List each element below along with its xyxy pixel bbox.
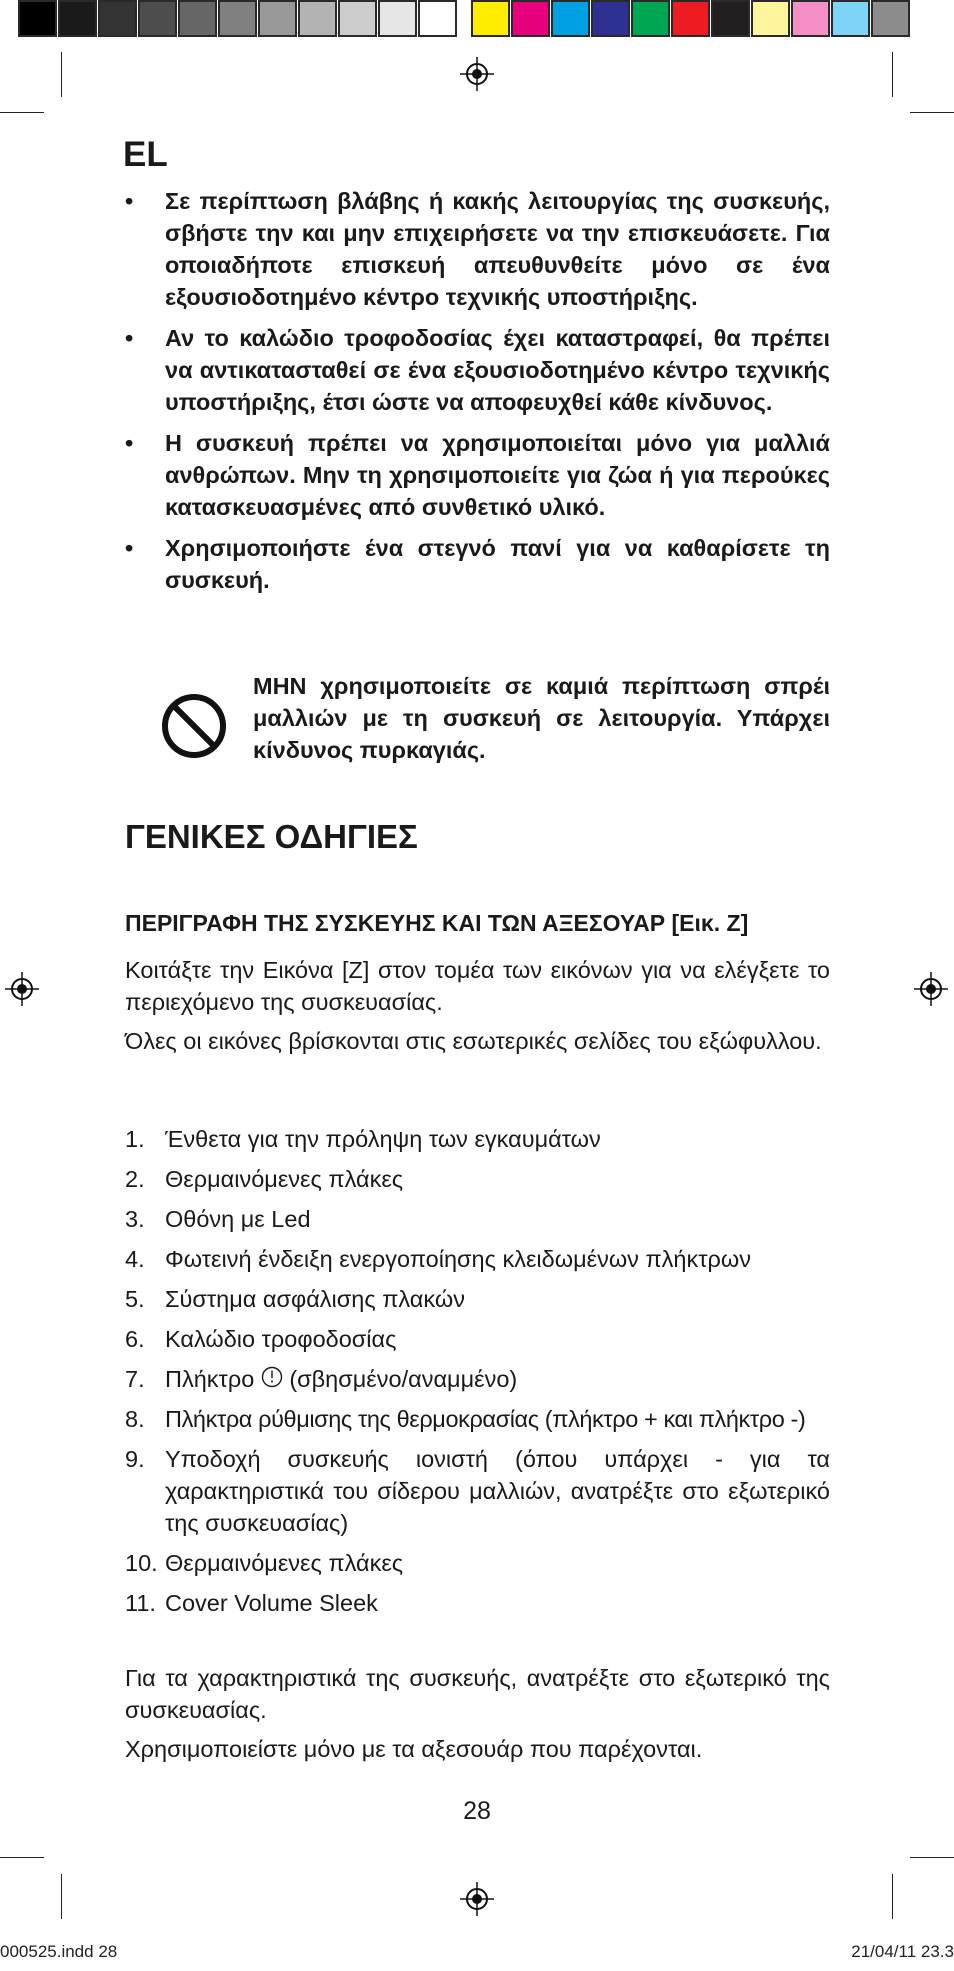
color-swatch (551, 0, 590, 37)
registration-mark-icon (460, 57, 494, 91)
bullet-text: Χρησιμοποιήστε ένα στεγνό πανί για να καθαρίσετε τη συσκευή. (165, 535, 830, 593)
parts-list (125, 1123, 830, 1627)
crop-mark (61, 52, 62, 97)
color-swatch (511, 0, 550, 37)
item-text: Ένθετα για την πρόληψη των εγκαυμάτων (165, 1126, 601, 1152)
item-text: Θερμαινόμενες πλάκες (165, 1550, 404, 1576)
crop-mark (910, 1857, 954, 1858)
color-swatch (98, 0, 137, 37)
crop-mark (892, 1874, 893, 1919)
bullet-icon: • (125, 430, 134, 456)
bullet-text: Η συσκευή πρέπει να χρησιμοποιείται μόνο για μαλλιά ανθρώπων. Μην τη χρησιμοποιείτε για ζώα ή για περούκες κατασκευασμένες από συνθετικό υλικό. (165, 430, 830, 520)
crop-mark (61, 1874, 62, 1919)
language-label: EL (123, 135, 168, 174)
item-number: 5. (125, 1286, 145, 1312)
item-text: Πλήκτρα ρύθμισης της θερμοκρασίας (πλήκτρο + και πλήκτρο -) (165, 1406, 806, 1432)
color-swatch (791, 0, 830, 37)
crop-mark (892, 52, 893, 97)
closing-paragraph: Χρησιμοποιείστε μόνο με τα αξεσουάρ που παρέχονται. (125, 1736, 703, 1762)
footer-timestamp: 21/04/11 23.3 (851, 1942, 954, 1961)
color-swatch (671, 0, 710, 37)
item-number: 4. (125, 1246, 145, 1272)
color-swatch (631, 0, 670, 37)
safety-bullet-list (125, 185, 830, 605)
item-text: Cover Volume Sleek (165, 1590, 378, 1616)
color-swatch (138, 0, 177, 37)
list-item (125, 185, 830, 313)
bullet-icon: • (125, 325, 134, 351)
color-swatch (298, 0, 337, 37)
description-paragraph: Όλες οι εικόνες βρίσκονται στις εσωτερικές σελίδες του εξώφυλλου. (125, 1028, 822, 1054)
list-item (125, 1323, 830, 1355)
closing-paragraph: Για τα χαρακτηριστικά της συσκευής, ανατρέξτε στο εξωτερικό της συσκευασίας. (125, 1665, 830, 1723)
item-number: 8. (125, 1406, 145, 1432)
registration-mark-icon (5, 972, 39, 1006)
list-item (125, 1243, 830, 1275)
color-swatch (378, 0, 417, 37)
warning-text: ΜΗΝ χρησιμοποιείτε σε καμιά περίπτωση σπρέι μαλλιών με τη συσκευή σε λειτουργία. Υπάρχει κίνδυνος πυρκαγιάς. (253, 673, 830, 763)
crop-mark (910, 112, 954, 113)
item-number: 9. (125, 1446, 145, 1472)
list-item (125, 1587, 830, 1619)
item-text: Οθόνη με Led (165, 1206, 311, 1232)
color-swatch (338, 0, 377, 37)
color-swatch (831, 0, 870, 37)
color-swatch (471, 0, 510, 37)
item-text: Θερμαινόμενες πλάκες (165, 1166, 404, 1192)
item-text: Σύστημα ασφάλισης πλακών (165, 1286, 465, 1312)
color-swatch (418, 0, 457, 37)
item-text: (σβησμένο/αναμμένο) (289, 1366, 518, 1392)
item-text: Φωτεινή ένδειξη ενεργοποίησης κλειδωμένων πλήκτρων (165, 1246, 751, 1272)
power-icon (261, 1366, 283, 1388)
color-swatch (178, 0, 217, 37)
item-text: Πλήκτρο (165, 1366, 255, 1392)
prohibition-icon (160, 692, 228, 760)
description-paragraph: Κοιτάξτε την Εικόνα [Ζ] στον τομέα των εικόνων για να ελέγξετε το περιεχόμενο της συσκευασίας. (125, 957, 830, 1015)
footer-file-name: 000525.indd 28 (0, 1942, 118, 1961)
list-item (125, 427, 830, 523)
list-item (125, 532, 830, 596)
color-swatch (711, 0, 750, 37)
subsection-heading: ΠΕΡΙΓΡΑΦΗ ΤΗΣ ΣΥΣΚΕΥΗΣ ΚΑΙ ΤΩΝ ΑΞΕΣΟΥΑΡ [Εικ. Ζ] (125, 910, 749, 936)
registration-mark-icon (914, 972, 948, 1006)
list-item (125, 1283, 830, 1315)
color-swatch (218, 0, 257, 37)
list-item (125, 1163, 830, 1195)
list-item (125, 322, 830, 418)
bullet-text: Αν το καλώδιο τροφοδοσίας έχει καταστραφεί, θα πρέπει να αντικατασταθεί σε ένα εξουσιοδοτημένο κέντρο τεχνικής υποστήριξης, έτσι ώστε να αποφευχθεί κάθε κίνδυνος. (165, 325, 830, 415)
item-number: 3. (125, 1206, 145, 1232)
item-number: 6. (125, 1326, 145, 1352)
color-swatch (751, 0, 790, 37)
color-calibration-bar (18, 0, 911, 43)
item-text: Υποδοχή συσκευής ιονιστή (όπου υπάρχει - για τα χαρακτηριστικά του σίδερου μαλλιών, ανατρέξτε στο εξωτερικό της συσκευασίας) (165, 1446, 830, 1536)
item-number: 1. (125, 1126, 145, 1152)
color-swatch (591, 0, 630, 37)
color-swatch (58, 0, 97, 37)
bullet-text: Σε περίπτωση βλάβης ή κακής λειτουργίας της συσκευής, σβήστε την και μην επιχειρήσετε να την επισκευάσετε. Για οποιαδήποτε επισκευή απευθυνθείτε μόνο σε ένα εξουσιοδοτημένο κέντρο τεχνικής υποστήριξης. (165, 188, 830, 310)
color-swatch (871, 0, 910, 37)
list-item (125, 1403, 830, 1435)
crop-mark (0, 1857, 44, 1858)
color-swatch (18, 0, 57, 37)
item-number: 7. (125, 1366, 145, 1392)
list-item (125, 1203, 830, 1235)
registration-mark-icon (460, 1882, 494, 1916)
crop-mark (0, 112, 44, 113)
list-item (125, 1363, 830, 1395)
warning-block (160, 670, 830, 770)
section-heading: ΓΕΝΙΚΕΣ ΟΔΗΓΙΕΣ (125, 818, 418, 855)
bullet-icon: • (125, 535, 134, 561)
page-number: 28 (463, 1797, 491, 1825)
item-number: 2. (125, 1166, 145, 1192)
list-item (125, 1123, 830, 1155)
item-number: 11. (125, 1590, 156, 1616)
list-item (125, 1443, 830, 1539)
item-text: Καλώδιο τροφοδοσίας (165, 1326, 397, 1352)
item-number: 10. (125, 1550, 158, 1576)
list-item (125, 1547, 830, 1579)
color-swatch (258, 0, 297, 37)
bullet-icon: • (125, 188, 134, 214)
